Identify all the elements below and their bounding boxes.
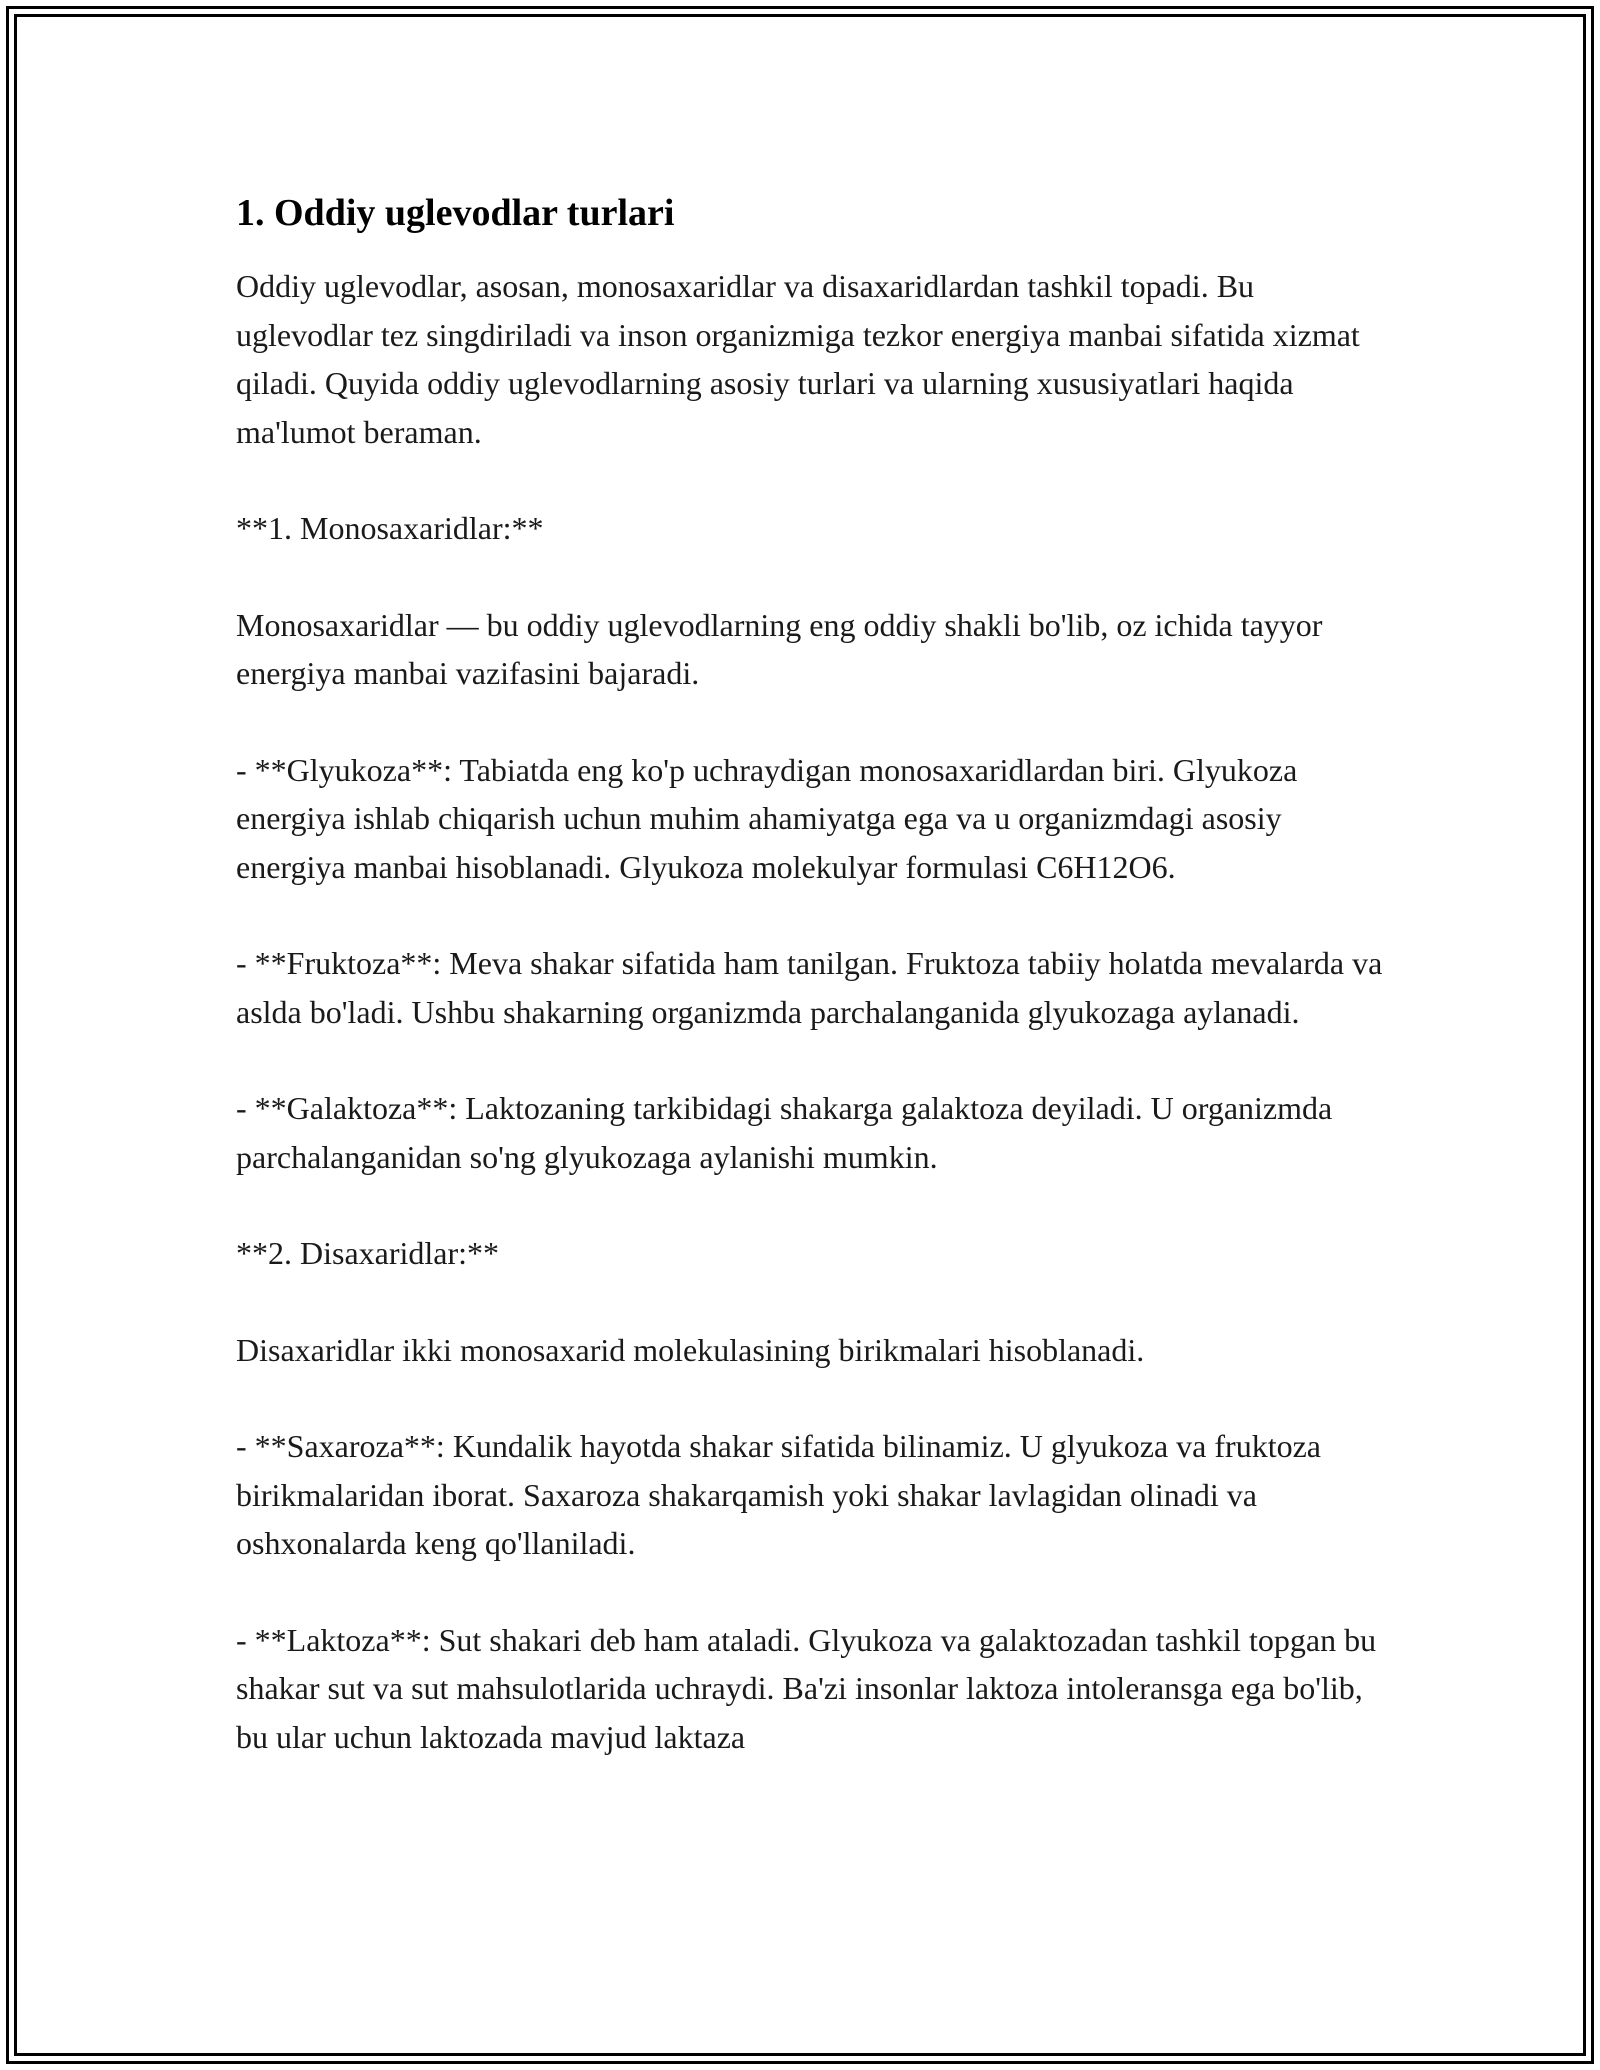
section-heading: 1. Oddiy uglevodlar turlari	[236, 192, 675, 234]
intro-paragraph: Oddiy uglevodlar, asosan, monosaxaridlar va disaxaridlardan tashkil topadi. Bu uglevodlar tez singdiriladi va inson organizmiga tezkor energiya manbai sifatida xizmat qiladi. Quyida oddiy uglevodlarning asosiy turlari va ularning xususiyatlari haqida ma'lumot beraman.	[236, 268, 1360, 450]
fructose-item: - **Fruktoza**: Meva shakar sifatida ham tanilgan. Fruktoza tabiiy holatda mevalarda va asldа bo'ladi. Ushbu shakarning organizmda parchalanganida glyukozaga aylanadi.	[236, 945, 1383, 1030]
lactose-item: - **Laktoza**: Sut shakari deb ham ataladi. Glyukoza va galaktozadan tashkil topgan bu shakar sut va sut mahsulotlarida uchraydi. Ba'zi insonlar laktoza intoleransga ega bo'lib, bu ular uchun laktozada mavjud laktaza	[236, 1621, 1377, 1755]
document-body	[236, 186, 1386, 1809]
sucrose-item: - **Saxaroza**: Kundalik hayotda shakar sifatida bilinamiz. U glyukoza va fruktoza birikmalaridan iborat. Saxaroza shakarqamish yoki shakar lavlagidan olinadi va oshxonalarda keng qo'llaniladi.	[236, 1428, 1321, 1561]
galactose-item: - **Galaktoza**: Laktozaning tarkibidagi shakarga galaktoza deyiladi. U organizmda parchalanganidan so'ng glyukozaga aylanishi mumkin.	[236, 1090, 1333, 1175]
glucose-item: - **Glyukoza**: Tabiatda eng ko'p uchraydigan monosaxaridlardan biri. Glyukoza energiya ishlab chiqarish uchun muhim ahamiyatga ega va u organizmdagi asosiy energiya manbai hisoblanadi. Glyukoza molekulyar formulasi C6H12O6.	[236, 751, 1298, 885]
monosaccharides-description: Monosaxaridlar — bu oddiy uglevodlarning eng oddiy shakli bo'lib, oz ichida tayyor energiya manbai vazifasini bajaradi.	[236, 606, 1323, 691]
monosaccharides-subheading: **1. Monosaxaridlar:**	[236, 510, 544, 546]
disaccharides-description: Disaxaridlar ikki monosaxarid molekulasining birikmalari hisoblanadi.	[236, 1331, 1145, 1368]
disaccharides-subheading: **2. Disaxaridlar:**	[236, 1235, 500, 1271]
